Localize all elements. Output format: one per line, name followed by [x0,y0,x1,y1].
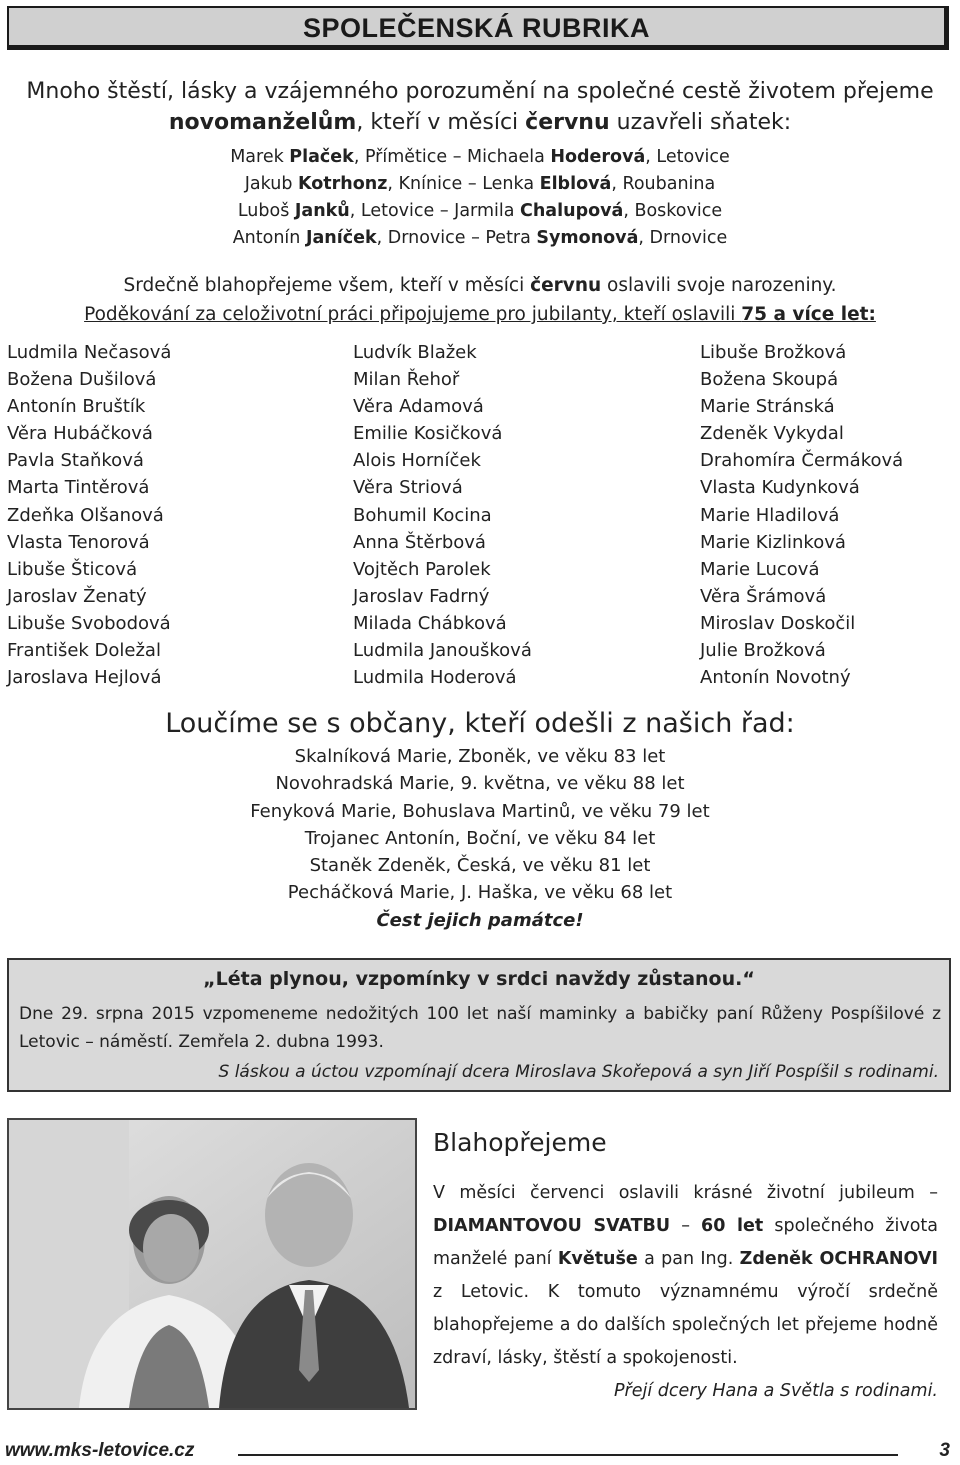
jubilant-name: Zdeňka Olšanová [7,504,164,526]
couple-photo-illustration [9,1120,415,1408]
jubilant-name: František Doležal [7,640,161,662]
list-item: Pecháčková Marie, J. Haška, ve věku 68 let [287,882,673,904]
jubilant-name: Ludmila Nečasová [7,342,172,363]
jubilant-name: Marta Tintěrová [7,477,150,499]
jubilant-name: Vojtěch Parolek [353,558,491,580]
header-banner [7,6,949,50]
weddings-bold-newlyweds: novomanželům [168,110,357,135]
jubilee-line: Poděkování za celoživotní práci připojujeme pro jubilanty, kteří oslavili 75 a více let: [84,304,876,325]
jubilant-name: Antonín Novotný [700,667,851,689]
birthday-line: Srdečně blahopřejeme všem, kteří v měsíci červnu oslavili svoje narozeniny. [123,275,837,296]
jubilant-name: Anna Štěrbová [353,531,486,553]
list-item: Fenyková Marie, Bohuslava Martinů, ve věku 79 let [250,800,710,822]
couples-list [0,144,960,252]
jubilant-name: Věra Šrámová [700,585,827,607]
footer-divider [238,1454,898,1456]
jubilant-name: Věra Hubáčková [7,423,153,445]
weddings-intro-end: uzavřeli sňatek: [609,110,792,135]
couple-row: Marek Plaček, Přímětice – Michaela Hoderová, Letovice [230,147,730,167]
weddings-intro-line1: Mnoho štěstí, lásky a vzájemného porozumění na společné cestě životem přejeme [26,79,934,104]
jubilant-name: Věra Striová [353,477,463,499]
memorial-signature: S láskou a úctou vzpomínají dcera Miroslava Skořepová a syn Jiří Pospíšil s rodinami. [218,1062,939,1082]
farewell-list [0,743,960,934]
jubilant-name: Milada Chábková [353,612,507,634]
jubilant-name: Drahomíra Čermáková [700,450,904,472]
weddings-bold-month: červnu [525,110,610,135]
weddings-intro-mid: , kteří v měsíci [356,110,526,135]
congrats-title: Blahopřejeme [433,1128,607,1157]
list-item: Skalníková Marie, Zboněk, ve věku 83 let [294,746,666,767]
jubilant-name: Milan Řehoř [353,369,460,391]
jubilant-name: Jaroslav Fadrný [353,585,490,607]
jubilant-name: Věra Adamová [353,396,484,418]
weddings-intro-line2 [0,107,960,138]
jubilant-name: Božena Skoupá [700,369,839,391]
memorial-text: Dne 29. srpna 2015 vzpomeneme nedožitých 100 let naší maminky a babičky paní Růženy Pospíšilové z Letovic – náměstí. Zemřela 2. dubna 1993. [19,1004,941,1052]
jubilant-name: Marie Stránská [700,396,835,418]
memorial-title: „Léta plynou, vzpomínky v srdci navždy zůstanou.“ [203,968,755,990]
jubilant-name: Libuše Svobodová [7,612,171,634]
jubilant-name: Libuše Brožková [700,342,847,363]
jubilant-name: Julie Brožková [700,640,826,662]
couple-photo [7,1118,417,1410]
memorial-box [7,958,951,1092]
jubilant-name: Vlasta Tenorová [7,531,150,553]
jubilant-name: Božena Dušilová [7,369,157,391]
jubilant-name: Alois Horníček [353,450,481,472]
couple-row: Jakub Kotrhonz, Knínice – Lenka Elblová, Roubanina [244,174,716,194]
list-item: Novohradská Marie, 9. května, ve věku 88 let [275,773,685,795]
jubilant-name: Pavla Staňková [7,450,144,472]
jubilant-name: Miroslav Doskočil [700,612,856,634]
jubilee-column-3 [700,339,903,691]
congrats-text: V měsíci červenci oslavili krásné životní jubileum – DIAMANTOVOU SVATBU – 60 let společného života manželé paní Květuše a pan Ing. Zdeněk OCHRANOVI z Letovic. K tomuto významnému výročí srdečně blahopřejeme a do dalších společných let přejeme hodně zdraví, lásky, štěstí a spokojenosti. [433,1183,939,1368]
couple-row: Luboš Janků, Letovice – Jarmila Chalupová, Boskovice [237,201,723,221]
farewell-title: Loučíme se s občany, kteří odešli z našich řad: [165,708,795,739]
jubilant-name: Ludvík Blažek [353,342,477,363]
jubilee-column-1 [7,339,171,691]
jubilant-name: Jaroslav Ženatý [7,585,147,607]
jubilant-name: Marie Lucová [700,558,820,580]
jubilant-name: Vlasta Kudynková [700,477,860,499]
jubilant-name: Zdeněk Vykydal [700,423,844,445]
page-title: SPOLEČENSKÁ RUBRIKA [302,13,651,43]
jubilant-name: Bohumil Kocina [353,504,492,526]
jubilant-name: Ludmila Hoderová [353,667,517,689]
jubilant-name: Antonín Bruštík [7,396,146,418]
jubilant-name: Ludmila Janoušková [353,640,532,662]
page-number: 3 [939,1440,950,1461]
couple-row: Antonín Janíček, Drnovice – Petra Symonová, Drnovice [232,228,728,248]
jubilant-name: Jaroslava Hejlová [7,667,162,689]
jubilant-name: Libuše Šticová [7,558,138,580]
jubilant-name: Marie Kizlinková [700,531,846,553]
weddings-intro [0,76,960,138]
list-item: Trojanec Antonín, Boční, ve věku 84 let [304,827,656,849]
jubilant-name: Marie Hladilová [700,504,840,526]
footer-website-link[interactable]: www.mks-letovice.cz [5,1440,195,1461]
jubilant-name: Emilie Kosičková [353,423,503,445]
congrats-signature: Přejí dcery Hana a Světla s rodinami. [613,1381,938,1401]
list-item: Staněk Zdeněk, Česká, ve věku 81 let [309,855,651,877]
jubilee-column-2 [353,339,532,691]
farewell-closing: Čest jejich památce! [376,909,584,931]
